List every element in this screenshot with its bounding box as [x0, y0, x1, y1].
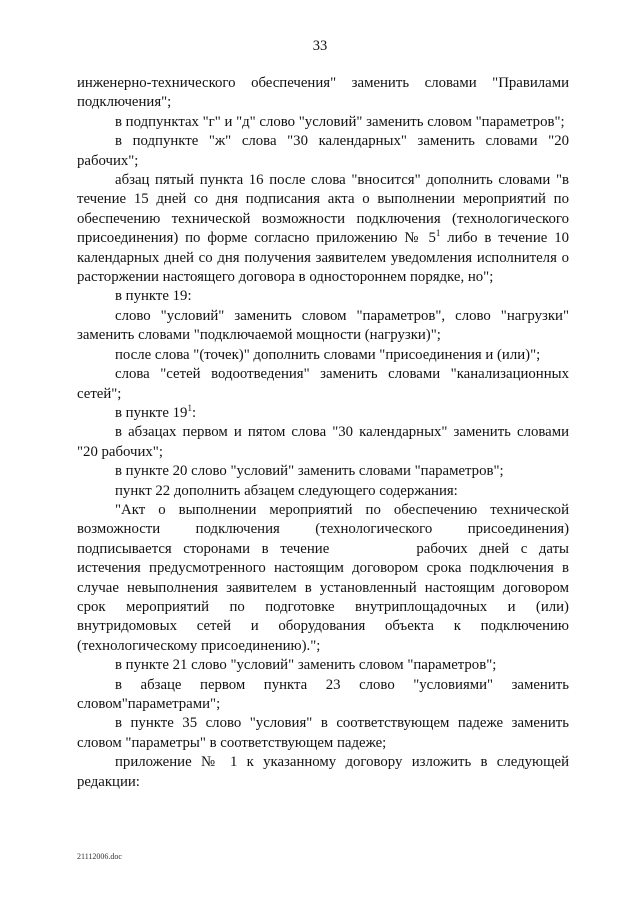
paragraph-2: в подпунктах "г" и "д" слово "условий" заменить словом "параметров";	[115, 113, 565, 130]
paragraph-9: в пункте $19^1$:	[115, 402, 197, 421]
paragraph-5: в пункте 19:	[115, 288, 192, 305]
paragraph-17: приложение № 1 к указанному договору изложить в следующей редакции:	[77, 754, 569, 790]
superscript: 1	[187, 402, 192, 413]
footer-filename: 21112006.doc	[77, 852, 122, 861]
paragraph-14: в пункте 21 слово "условий" заменить словом "параметров";	[115, 657, 497, 674]
paragraph-3: в подпункте "ж" слова "30 календарных" заменить словами "20 рабочих";	[77, 133, 569, 169]
paragraph-11: в пункте 20 слово "условий" заменить словами "параметров";	[115, 463, 504, 480]
paragraph-13-quote: "Акт о выполнении мероприятий по обеспечению технической возможности подключения (технологического присоединения) подписывается сторонами в течение рабочих дней с даты истечения предусмотренного настоящим договором срока подключения в случае невыполнения заявителем в установленный настоящим договором срок мероприятий по подготовке внутриплощадочных и (или) внутридомовых сетей и оборудования объекта к подключению (технологическому присоединению).";	[77, 501, 569, 654]
superscript: 1	[435, 228, 441, 239]
document-body	[77, 74, 569, 792]
paragraph-7: после слова "(точек)" дополнить словами "присоединения и (или)";	[115, 346, 541, 363]
page-number: 33	[312, 38, 328, 54]
paragraph-15: в абзаце первом пункта 23 слово "условиями" заменить словом"параметрами";	[77, 676, 569, 712]
paragraph-1: инженерно-технического обеспечения" заменить словами "Правилами подключения";	[77, 75, 569, 111]
paragraph-6: слово "условий" заменить словом "параметров", слово "нагрузки" заменить словами "подключаемой мощности (нагрузки)";	[77, 307, 569, 344]
paragraph-8: слова "сетей водоотведения" заменить словами "канализационных сетей";	[77, 366, 569, 402]
paragraph-12: пункт 22 дополнить абзацем следующего содержания:	[115, 482, 458, 499]
paragraph-10: в абзацах первом и пятом слова "30 календарных" заменить словами "20 рабочих";	[77, 424, 569, 460]
paragraph-16: в пункте 35 слово "условия" в соответствующем падеже заменить словом "параметры" в соответствующем падеже;	[77, 715, 569, 751]
paragraph-4: абзац пятый пункта 16 после слова "вносится" дополнить словами "в течение 15 дней со дня подписания акта о выполнении мероприятий по обеспечению технической возможности подключения (технологического присоединения) по форме согласно приложению № $5^1$ либо в течение 10 календарных дней со дня получения заявителем уведомления исполнителя о расторжении настоящего договора в одностороннем порядке, но";	[77, 172, 569, 286]
